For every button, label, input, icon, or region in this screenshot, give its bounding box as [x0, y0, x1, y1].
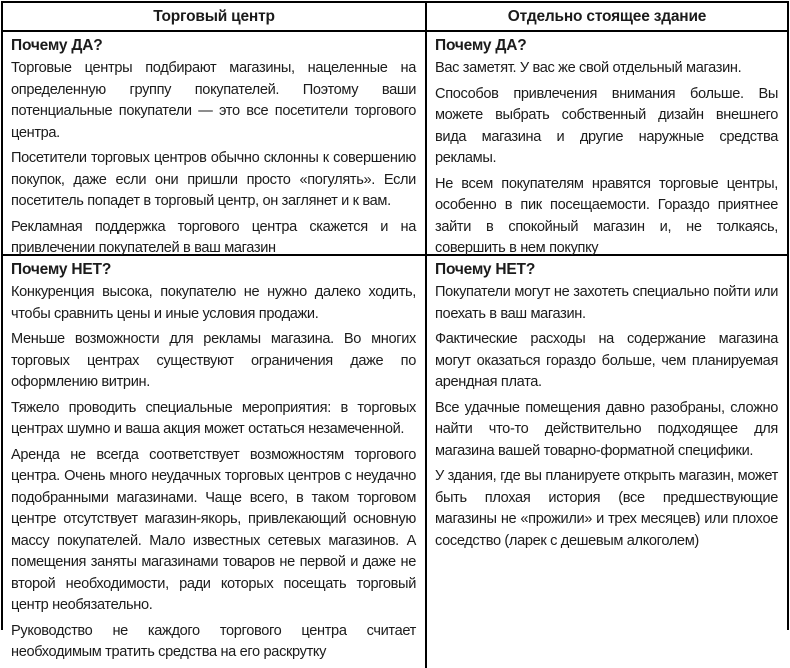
paragraph: Покупатели могут не захотеть специально пойти или поехать в ваш магазин.: [435, 284, 778, 322]
cell-shopping-center-no: [3, 256, 427, 668]
column-header-standalone-building: Отдельно стоящее здание: [427, 3, 787, 32]
paragraph: У здания, где вы планируете открыть магазин, может быть плохая история (все предшествующие магазины не «прожили» и трех месяцев) или плохое соседство (ларек с дешевым алкоголем): [435, 468, 778, 549]
paragraph: Посетители торговых центров обычно склонны к совершению покупок, даже если они пришли просто «погулять». Если посетитель попадет в торговый центр, он заглянет и к вам.: [11, 150, 416, 209]
paragraph: Фактические расходы на содержание магазина могут оказаться гораздо больше, чем планируемая арендная плата.: [435, 331, 778, 390]
section-heading-no-right: Почему НЕТ?: [435, 261, 536, 278]
paragraph: Все удачные помещения давно разобраны, сложно найти что-то действительно подходящее для магазина вашей товарно-форматной специфики.: [435, 399, 778, 459]
section-heading-no-left: Почему НЕТ?: [11, 261, 112, 278]
paragraph: Руководство не каждого торгового центра считает необходимым тратить средства на его раскрутку: [11, 622, 416, 660]
paragraph: Тяжело проводить специальные мероприятия: в торговых центрах шумно и ваша акция может остаться незамеченной.: [11, 399, 416, 437]
cell-standalone-building-no: [427, 256, 787, 668]
paragraph: Конкуренция высока, покупателю не нужно далеко ходить, чтобы сравнить цены и иные условия продажи.: [11, 284, 416, 322]
comparison-table: [1, 1, 789, 660]
paragraph: Аренда не всегда соответствует возможностям торгового центра. Очень много неудачных торговых центров с неудачно подобранными магазинами. Чаще всего, в таком торговом центре отсутствует магазин-якорь, привлекающий основную массу покупателей. Мало известных сетевых магазинов. А помещения заняты магазинами товаров не первой и даже не второй необходимости, ради которых посещать торговый центр необязательно.: [11, 446, 416, 613]
paragraph: Рекламная поддержка торгового центра скажется и на привлечении покупателей в ваш магазин: [11, 218, 416, 256]
paragraph: Торговые центры подбирают магазины, нацеленные на определенную группу покупателей. Поэтому ваши потенциальные покупатели — это все посетители торгового центра.: [11, 60, 416, 141]
section-heading-yes-right: Почему ДА?: [435, 37, 527, 54]
paragraph: Способов привлечения внимания больше. Вы можете выбрать собственный дизайн внешнего вида магазина и другие наружные средства рекламы.: [435, 85, 778, 166]
column-header-shopping-center: Торговый центр: [3, 3, 427, 32]
cell-standalone-building-yes: [427, 32, 787, 256]
paragraph: Вас заметят. У вас же свой отдельный магазин.: [435, 60, 742, 76]
section-heading-yes-left: Почему ДА?: [11, 37, 103, 54]
paragraph: Не всем покупателям нравятся торговые центры, особенно в пик посещаемости. Гораздо приятнее зайти в спокойный магазин и, не толкаясь, совершить в нем покупку: [435, 175, 778, 256]
cell-shopping-center-yes: [3, 32, 427, 256]
paragraph: Меньше возможности для рекламы магазина. Во многих торговых центрах существуют ограничения даже по оформлению витрин.: [11, 331, 416, 390]
